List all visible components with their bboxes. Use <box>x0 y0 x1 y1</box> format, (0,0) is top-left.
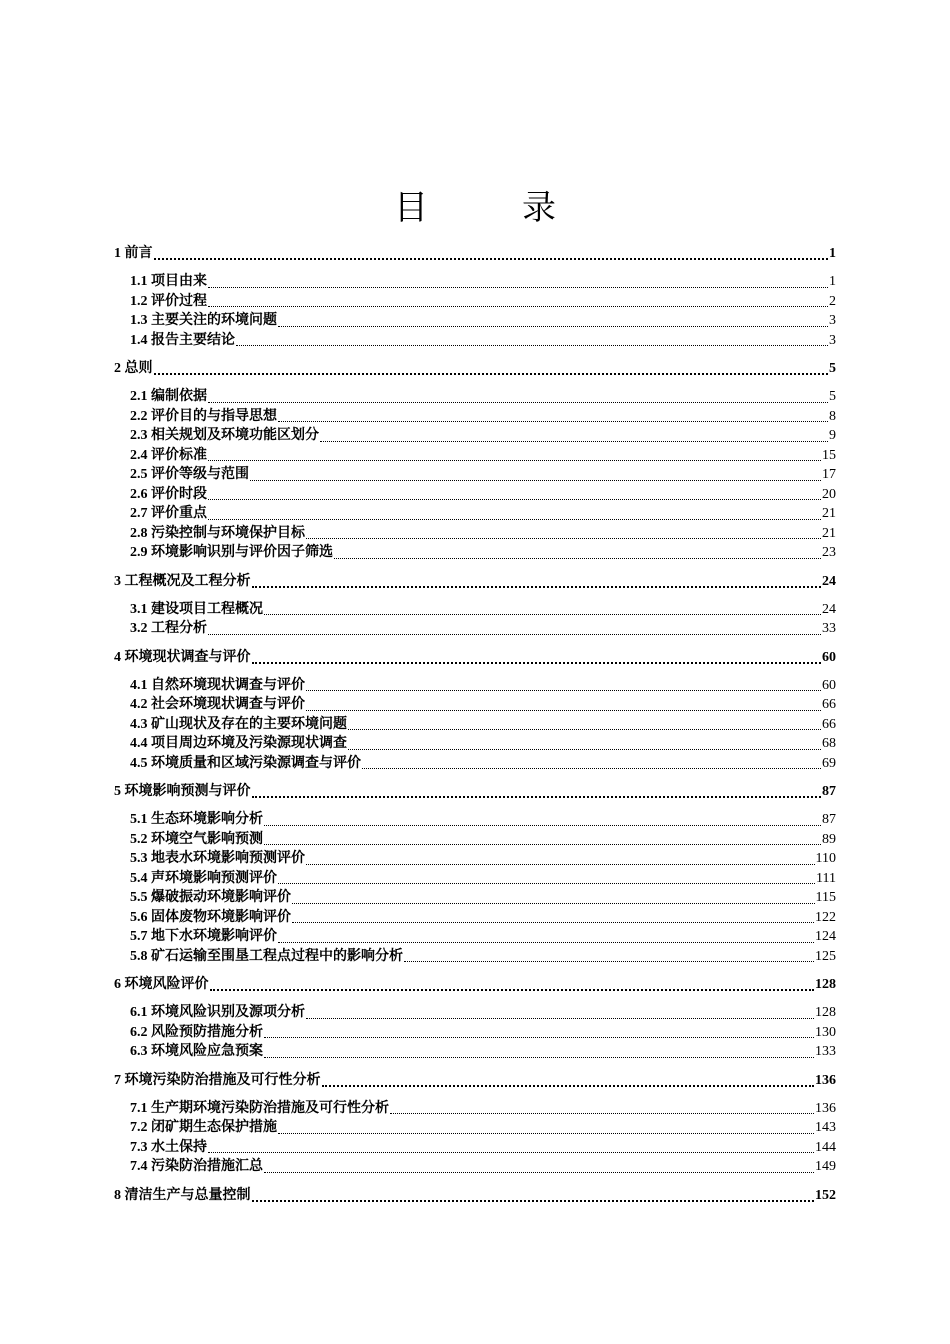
toc-section-title: 闭矿期生态保护措施 <box>151 1120 277 1135</box>
toc-section-label <box>130 1138 207 1158</box>
toc-section-title: 声环境影响预测评价 <box>151 870 277 886</box>
toc-chapter-title: 工程概况及工程分析 <box>124 573 251 589</box>
toc-section-title: 主要关注的环境问题 <box>151 313 277 328</box>
dot-leader <box>264 1045 814 1058</box>
toc-section-number: 3.1 <box>130 601 148 617</box>
dot-leader <box>348 717 821 730</box>
toc-section-entry[interactable] <box>114 387 836 407</box>
page-title: 目 录 <box>394 187 586 228</box>
toc-section-title: 评价标准 <box>151 447 207 463</box>
toc-section-label <box>130 543 333 563</box>
toc-section-title: 项目周边环境及污染源现状调查 <box>151 736 347 751</box>
toc-section-entry[interactable] <box>114 543 836 563</box>
toc-section-number: 5.1 <box>130 812 148 827</box>
toc-section-entry[interactable] <box>114 331 836 351</box>
toc-chapter-label <box>114 1071 321 1091</box>
toc-chapter-number: 4 <box>114 649 121 665</box>
toc-section-page: 69 <box>822 755 836 771</box>
toc-section-entry[interactable] <box>114 426 836 446</box>
toc-chapter-page: 128 <box>815 977 836 992</box>
toc-section-label <box>130 927 277 947</box>
toc-section-title: 生态环境影响分析 <box>151 812 263 827</box>
toc-section-label <box>130 869 277 889</box>
toc-chapter-label <box>114 975 209 995</box>
toc-section-entry[interactable] <box>114 754 836 774</box>
toc-chapter-entry[interactable] <box>114 648 836 668</box>
toc-section-title: 评价过程 <box>151 293 207 309</box>
toc-section-page: 68 <box>822 736 836 751</box>
dot-leader <box>348 737 821 750</box>
toc-section-label <box>130 810 263 830</box>
toc-chapter <box>114 975 836 1062</box>
toc-section-number: 5.8 <box>130 948 148 964</box>
toc-section-page: 133 <box>815 1044 836 1059</box>
toc-section-number: 6.2 <box>130 1024 148 1040</box>
toc-section-number: 5.5 <box>130 890 148 905</box>
toc-chapter-number: 2 <box>114 361 121 376</box>
toc-section-page: 66 <box>822 697 836 712</box>
dot-leader <box>306 526 821 539</box>
dot-leader <box>252 650 822 664</box>
dot-leader <box>210 977 815 991</box>
toc-section-label <box>130 715 347 735</box>
toc-section-number: 7.2 <box>130 1120 148 1135</box>
toc-section-label <box>130 676 305 696</box>
toc-section-title: 环境质量和区域污染源调查与评价 <box>151 755 361 771</box>
toc-section-entry[interactable] <box>114 311 836 331</box>
toc-section-page: 125 <box>815 948 836 964</box>
dot-leader <box>278 1121 814 1134</box>
toc-section-title: 水土保持 <box>151 1139 207 1155</box>
toc-section-label <box>130 1023 263 1043</box>
toc-chapter <box>114 572 836 639</box>
toc-section-number: 5.3 <box>130 851 148 866</box>
toc-chapter-label <box>114 648 251 668</box>
toc-section-page: 122 <box>815 909 836 925</box>
dot-leader <box>278 871 815 884</box>
toc-section-entry[interactable] <box>114 734 836 754</box>
toc-section-number: 1.4 <box>130 332 148 348</box>
toc-section-list <box>114 810 836 966</box>
toc-section-entry[interactable] <box>114 676 836 696</box>
dot-leader <box>264 813 821 826</box>
toc-section-title: 地表水环境影响预测评价 <box>151 851 305 866</box>
dot-leader <box>208 275 828 288</box>
dot-leader <box>208 507 821 520</box>
toc-section-page: 1 <box>829 274 836 289</box>
toc-section-page: 124 <box>815 929 836 944</box>
toc-chapter-entry[interactable] <box>114 975 836 995</box>
dot-leader <box>208 448 821 461</box>
toc-chapter-page: 87 <box>822 784 836 799</box>
toc-section-number: 5.4 <box>130 870 148 886</box>
toc-section-number: 4.5 <box>130 755 148 771</box>
toc-chapter-title: 总则 <box>124 361 153 376</box>
toc-section-number: 4.4 <box>130 736 148 751</box>
toc-section-entry[interactable] <box>114 715 836 735</box>
toc-chapter-title: 环境现状调查与评价 <box>124 649 251 665</box>
toc-section-entry[interactable] <box>114 292 836 312</box>
dot-leader <box>264 1160 814 1173</box>
toc-section-entry[interactable] <box>114 849 836 869</box>
toc-section-page: 17 <box>822 467 836 482</box>
toc-section-title: 相关规划及环境功能区划分 <box>151 428 319 443</box>
toc-section-number: 5.7 <box>130 929 148 944</box>
toc-chapter-page: 24 <box>822 573 836 589</box>
toc-section-entry[interactable] <box>114 869 836 889</box>
toc-section-number: 5.2 <box>130 831 148 847</box>
toc-section-number: 2.8 <box>130 525 148 541</box>
toc-section-title: 地下水环境影响评价 <box>151 929 277 944</box>
toc-section-entry[interactable] <box>114 1023 836 1043</box>
toc-section-label <box>130 331 235 351</box>
toc-section-entry[interactable] <box>114 504 836 524</box>
dot-leader <box>278 930 814 943</box>
toc-chapter-number: 1 <box>114 246 121 261</box>
dot-leader <box>278 314 828 327</box>
toc-section-title: 报告主要结论 <box>151 332 235 348</box>
toc-section-title: 固体废物环境影响评价 <box>151 909 291 925</box>
toc-section-entry[interactable] <box>114 947 836 967</box>
toc-section-number: 6.3 <box>130 1044 148 1059</box>
toc-section-page: 24 <box>822 601 836 617</box>
toc-section-number: 2.9 <box>130 545 148 560</box>
toc-section-number: 7.3 <box>130 1139 148 1155</box>
dot-leader <box>306 1006 814 1019</box>
toc-section-label <box>130 1157 263 1177</box>
dot-leader <box>390 1101 814 1114</box>
toc-section-entry[interactable] <box>114 446 836 466</box>
toc-section-entry[interactable] <box>114 1157 836 1177</box>
toc-section-number: 4.1 <box>130 677 148 693</box>
toc-section-title: 建设项目工程概况 <box>151 601 263 617</box>
toc-section-label <box>130 387 207 407</box>
toc-section-entry[interactable] <box>114 1003 836 1023</box>
toc-section-page: 20 <box>822 486 836 502</box>
toc-section-title: 矿山现状及存在的主要环境问题 <box>151 716 347 732</box>
toc-chapter-entry[interactable] <box>114 1071 836 1091</box>
dot-leader <box>320 429 828 442</box>
dot-leader <box>264 602 821 615</box>
dot-leader <box>208 1140 814 1153</box>
toc-section-label <box>130 600 263 620</box>
toc-section-list <box>114 1099 836 1177</box>
toc-section-label <box>130 1118 277 1138</box>
toc-section-list <box>114 600 836 639</box>
toc-section-title: 生产期环境污染防治措施及可行性分析 <box>151 1100 389 1116</box>
toc-section-entry[interactable] <box>114 1138 836 1158</box>
toc-chapter-page: 60 <box>822 649 836 665</box>
toc-section-number: 3.2 <box>130 621 148 636</box>
toc-section-entry[interactable] <box>114 1099 836 1119</box>
dot-leader <box>292 910 814 923</box>
toc-section-label <box>130 619 207 639</box>
toc-chapter-page: 1 <box>829 246 836 261</box>
dot-leader <box>322 1073 815 1087</box>
toc-section-page: 66 <box>822 716 836 732</box>
toc-chapter-page: 136 <box>815 1072 836 1088</box>
toc-section-title: 污染防治措施汇总 <box>151 1159 263 1174</box>
toc-section-title: 环境风险应急预案 <box>151 1044 263 1059</box>
dot-leader <box>306 698 821 711</box>
toc-section-page: 8 <box>829 408 836 424</box>
toc-chapter-label <box>114 244 153 264</box>
toc-section-list <box>114 272 836 350</box>
toc-section-entry[interactable] <box>114 524 836 544</box>
toc-section-label <box>130 695 305 715</box>
toc-section-entry[interactable] <box>114 407 836 427</box>
dot-leader <box>252 574 822 588</box>
dot-leader <box>250 468 821 481</box>
toc-chapter-label <box>114 572 251 592</box>
dot-leader <box>252 1188 815 1202</box>
toc-section-page: 33 <box>822 621 836 636</box>
toc-chapter-page: 152 <box>815 1187 836 1203</box>
toc-section-entry[interactable] <box>114 908 836 928</box>
toc-section-page: 87 <box>822 812 836 827</box>
toc-section-label <box>130 888 291 908</box>
toc-section-page: 89 <box>822 831 836 847</box>
toc-section-entry[interactable] <box>114 600 836 620</box>
dot-leader <box>306 678 821 691</box>
dot-leader <box>236 333 828 346</box>
toc-section-number: 1.2 <box>130 293 148 309</box>
toc-section-number: 2.5 <box>130 467 148 482</box>
toc-section-label <box>130 292 207 312</box>
toc-section-label <box>130 426 319 446</box>
toc-section-page: 21 <box>822 525 836 541</box>
toc-chapter-title: 清洁生产与总量控制 <box>124 1187 251 1203</box>
toc-section-title: 项目由来 <box>151 274 207 289</box>
toc-section-page: 110 <box>815 851 836 866</box>
toc-section-title: 工程分析 <box>151 621 207 636</box>
toc-section-page: 60 <box>822 677 836 693</box>
dot-leader <box>334 546 821 559</box>
toc-section-label <box>130 849 305 869</box>
toc-section-entry[interactable] <box>114 272 836 292</box>
toc-section-number: 2.2 <box>130 408 148 424</box>
toc-section-number: 6.1 <box>130 1005 148 1020</box>
toc-chapter <box>114 244 836 350</box>
dot-leader <box>208 622 821 635</box>
toc-section-label <box>130 908 291 928</box>
toc-section-entry[interactable] <box>114 830 836 850</box>
toc-section-page: 149 <box>815 1159 836 1174</box>
toc-section-page: 2 <box>829 293 836 309</box>
dot-leader <box>264 832 821 845</box>
toc-section-page: 130 <box>815 1024 836 1040</box>
toc-chapter-entry[interactable] <box>114 782 836 802</box>
toc-section-title: 风险预防措施分析 <box>151 1024 263 1040</box>
toc-chapter-number: 3 <box>114 573 121 589</box>
toc-section-number: 4.3 <box>130 716 148 732</box>
toc-section-entry[interactable] <box>114 810 836 830</box>
toc-chapter-number: 6 <box>114 977 121 992</box>
toc-chapter-label <box>114 782 251 802</box>
toc-section-title: 编制依据 <box>151 389 207 404</box>
toc-section-page: 115 <box>815 890 836 905</box>
toc-section-label <box>130 311 277 331</box>
toc-section-number: 2.6 <box>130 486 148 502</box>
toc-section-page: 15 <box>822 447 836 463</box>
dot-leader <box>404 949 814 962</box>
toc-chapter-label <box>114 359 153 379</box>
toc-section-title: 环境影响识别与评价因子筛选 <box>151 545 333 560</box>
toc-chapter-title: 环境影响预测与评价 <box>124 784 251 799</box>
toc-section-page: 9 <box>829 428 836 443</box>
toc-section-label <box>130 446 207 466</box>
dot-leader <box>264 1025 814 1038</box>
toc-chapter <box>114 648 836 774</box>
toc-section-number: 1.1 <box>130 274 148 289</box>
dot-leader <box>154 246 829 260</box>
toc-chapter-label <box>114 1186 251 1206</box>
toc-chapter-title: 环境风险评价 <box>124 977 209 992</box>
toc-section-number: 1.3 <box>130 313 148 328</box>
toc-section-title: 社会环境现状调查与评价 <box>151 697 305 712</box>
toc-section-number: 5.6 <box>130 909 148 925</box>
dot-leader <box>278 409 828 422</box>
toc-section-number: 2.1 <box>130 389 148 404</box>
dot-leader <box>306 852 815 865</box>
toc-section-page: 128 <box>815 1005 836 1020</box>
toc-section-entry[interactable] <box>114 927 836 947</box>
toc-section-entry[interactable] <box>114 619 836 639</box>
toc-section-page: 23 <box>822 545 836 560</box>
toc-section-list <box>114 1003 836 1062</box>
table-of-contents <box>114 244 836 1214</box>
toc-section-title: 环境风险识别及源项分析 <box>151 1005 305 1020</box>
toc-section-list <box>114 676 836 774</box>
toc-section-title: 评价重点 <box>151 506 207 521</box>
toc-section-label <box>130 830 263 850</box>
toc-section-page: 5 <box>829 389 836 404</box>
toc-section-label <box>130 272 207 292</box>
toc-section-number: 4.2 <box>130 697 148 712</box>
toc-section-number: 7.1 <box>130 1100 148 1116</box>
toc-section-list <box>114 387 836 563</box>
toc-section-title: 污染控制与环境保护目标 <box>151 525 305 541</box>
toc-chapter-title: 环境污染防治措施及可行性分析 <box>124 1072 321 1088</box>
toc-section-page: 3 <box>829 332 836 348</box>
toc-section-page: 136 <box>815 1100 836 1116</box>
toc-chapter-number: 8 <box>114 1187 121 1203</box>
toc-chapter <box>114 359 836 563</box>
toc-section-label <box>130 754 361 774</box>
toc-section-entry[interactable] <box>114 485 836 505</box>
toc-chapter-title: 前言 <box>124 246 153 261</box>
toc-chapter-entry[interactable] <box>114 1186 836 1206</box>
toc-section-number: 2.3 <box>130 428 148 443</box>
toc-section-label <box>130 485 207 505</box>
dot-leader <box>252 784 822 798</box>
toc-section-entry[interactable] <box>114 695 836 715</box>
toc-section-page: 21 <box>822 506 836 521</box>
toc-section-entry[interactable] <box>114 1118 836 1138</box>
toc-section-title: 爆破振动环境影响评价 <box>151 890 291 905</box>
toc-chapter <box>114 782 836 966</box>
toc-chapter-number: 7 <box>114 1072 121 1088</box>
toc-section-title: 自然环境现状调查与评价 <box>151 677 305 693</box>
toc-section-number: 2.4 <box>130 447 148 463</box>
dot-leader <box>208 390 828 403</box>
toc-section-label <box>130 407 277 427</box>
toc-section-page: 143 <box>815 1120 836 1135</box>
toc-section-label <box>130 1003 305 1023</box>
toc-section-number: 2.7 <box>130 506 148 521</box>
toc-section-page: 111 <box>816 870 836 886</box>
dot-leader <box>154 361 829 375</box>
toc-section-page: 3 <box>829 313 836 328</box>
toc-section-title: 评价目的与指导思想 <box>151 408 277 424</box>
toc-chapter-page: 5 <box>829 361 836 376</box>
toc-section-title: 环境空气影响预测 <box>151 831 263 847</box>
toc-section-title: 评价时段 <box>151 486 207 502</box>
toc-chapter-entry[interactable] <box>114 244 836 264</box>
toc-chapter <box>114 1186 836 1206</box>
toc-section-title: 评价等级与范围 <box>151 467 249 482</box>
toc-section-entry[interactable] <box>114 465 836 485</box>
dot-leader <box>362 756 821 769</box>
dot-leader <box>292 891 815 904</box>
toc-section-label <box>130 504 207 524</box>
toc-section-label <box>130 734 347 754</box>
toc-section-page: 144 <box>815 1139 836 1155</box>
toc-section-title: 矿石运输至围垦工程点过程中的影响分析 <box>151 948 403 964</box>
toc-section-number: 7.4 <box>130 1159 148 1174</box>
toc-section-label <box>130 524 305 544</box>
toc-section-label <box>130 465 249 485</box>
toc-section-entry[interactable] <box>114 888 836 908</box>
toc-chapter-entry[interactable] <box>114 359 836 379</box>
toc-section-label <box>130 1099 389 1119</box>
toc-chapter-entry[interactable] <box>114 572 836 592</box>
toc-section-label <box>130 947 403 967</box>
toc-section-entry[interactable] <box>114 1042 836 1062</box>
dot-leader <box>208 294 828 307</box>
toc-chapter-number: 5 <box>114 784 121 799</box>
toc-chapter <box>114 1071 836 1177</box>
toc-section-label <box>130 1042 263 1062</box>
dot-leader <box>208 487 821 500</box>
